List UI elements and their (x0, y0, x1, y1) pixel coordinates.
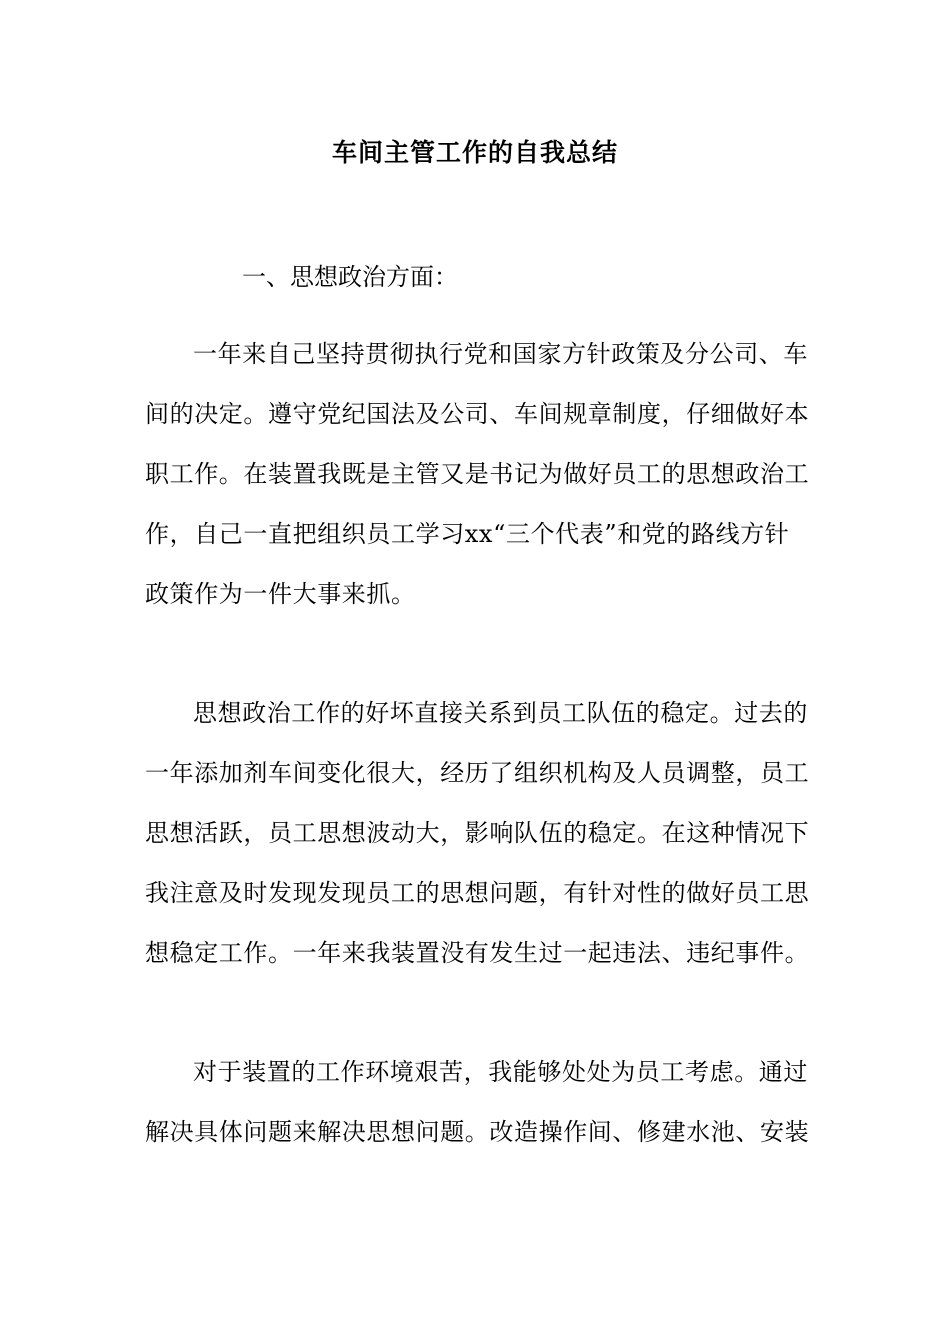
document-title: 车间主管工作的自我总结 (331, 138, 618, 167)
paragraph-line: 作，自己一直把组织员工学习xx“三个代表”和党的路线方针 (145, 520, 790, 548)
paragraph-line: 间的决定。遵守党纪国法及公司、车间规章制度，仔细做好本 (145, 400, 810, 428)
paragraph-2 (145, 696, 810, 996)
paragraph-line: 对于装置的工作环境艰苦，我能够处处为员工考虑。通过 (193, 1058, 808, 1086)
paragraph-line: 我注意及时发现发现员工的思想问题，有针对性的做好员工思 (145, 879, 810, 907)
paragraph-line: 解决具体问题来解决思想问题。改造操作间、修建水池、安装 (145, 1118, 810, 1146)
paragraph-line: 一年添加剂车间变化很大，经历了组织机构及人员调整，员工 (145, 759, 810, 787)
section-heading: 一、思想政治方面： (242, 263, 458, 291)
paragraph-line: 职工作。在装置我既是主管又是书记为做好员工的思想政治工 (145, 460, 810, 488)
paragraph-line: 想稳定工作。一年来我装置没有发生过一起违法、违纪事件。 (145, 939, 810, 967)
paragraph-line: 思想活跃，员工思想波动大，影响队伍的稳定。在这种情况下 (145, 819, 810, 847)
paragraph-line: 政策作为一件大事来抓。 (145, 580, 416, 608)
paragraph-line: 思想政治工作的好坏直接关系到员工队伍的稳定。过去的 (193, 699, 808, 727)
paragraph-line: 一年来自己坚持贯彻执行党和国家方针政策及分公司、车 (193, 340, 808, 368)
paragraph-1 (145, 337, 810, 637)
paragraph-3 (145, 1055, 810, 1175)
